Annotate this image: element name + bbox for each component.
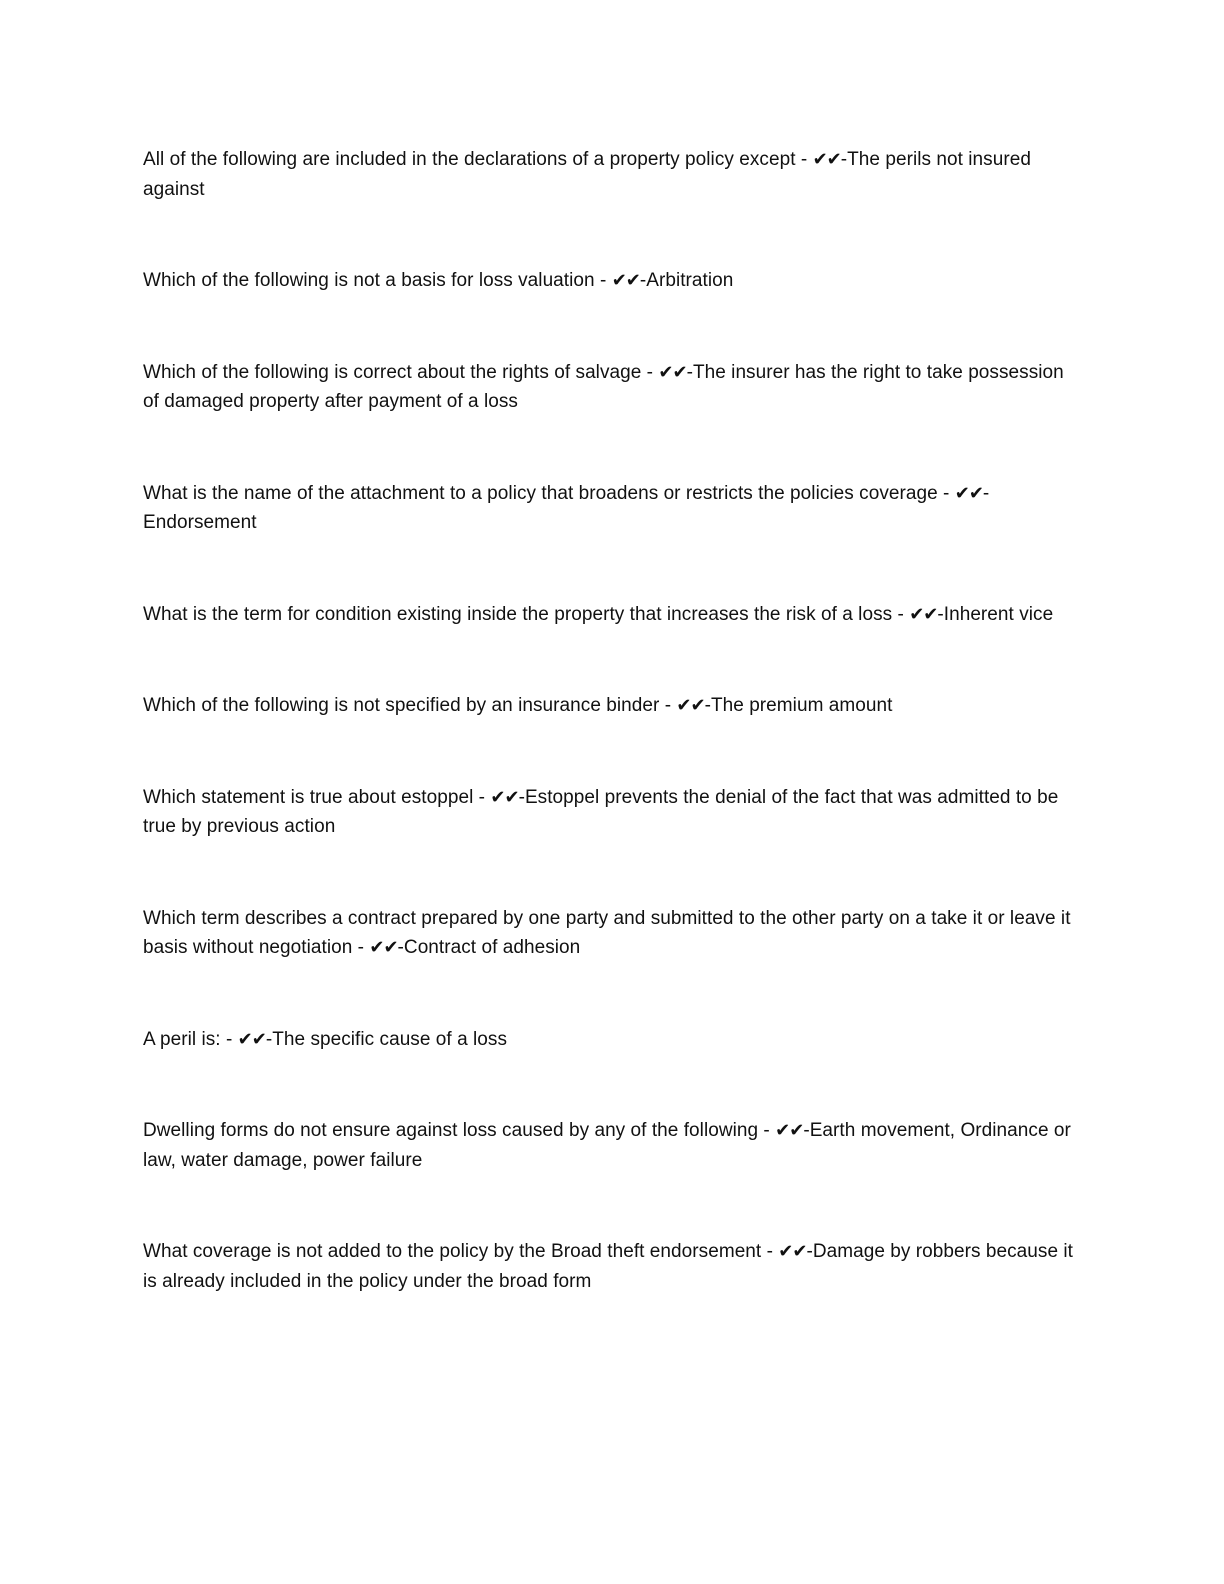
answer-text: -The specific cause of a loss [265,1028,508,1050]
answer-text: -Inherent vice [937,603,1054,625]
qa-item [143,266,1083,296]
qa-item [143,1116,1083,1175]
question-text: Which of the following is correct about the rights of salvage - [143,361,659,383]
answer-text: -Estoppel prevents the denial of the fact that was admitted to be true by previous action [143,786,1059,837]
double-check-icon: ✔✔ [490,786,519,808]
double-check-icon: ✔✔ [775,1120,804,1141]
double-check-icon: ✔✔ [658,361,687,383]
question-text: What is the name of the attachment to a policy that broadens or restricts the policies coverage - [143,482,955,504]
question-text: Which of the following is not specified by an insurance binder - [143,695,677,716]
answer-text: -The perils not insured against [143,149,1031,200]
answer-text: -Arbitration [639,270,734,291]
qa-item [143,479,1083,538]
double-check-icon: ✔✔ [954,482,983,504]
answer-text: -Endorsement [143,482,990,533]
answer-text: -Damage by robbers because it is already included in the policy under the broad form [143,1241,1073,1292]
double-check-icon: ✔✔ [812,149,841,170]
qa-list [143,145,1083,1296]
answer-text: -Contract of adhesion [397,937,581,958]
qa-item [143,1237,1083,1296]
double-check-icon: ✔✔ [909,603,938,625]
double-check-icon: ✔✔ [237,1028,266,1050]
question-text: Which term describes a contract prepared by one party and submitted to the other party on a take it or leave it basis without negotiation - [143,907,1071,958]
question-text: Which statement is true about estoppel - [143,786,491,808]
qa-item [143,904,1083,963]
qa-item [143,600,1083,630]
answer-text: -The premium amount [704,695,893,716]
question-text: What coverage is not added to the policy by the Broad theft endorsement - [143,1241,779,1262]
double-check-icon: ✔✔ [611,270,640,291]
answer-text: -Earth movement, Ordinance or law, water damage, power failure [143,1120,1071,1171]
question-text: Which of the following is not a basis for loss valuation - [143,270,612,291]
qa-item [143,358,1083,417]
question-text: A peril is: - [143,1028,238,1050]
answer-text: -The insurer has the right to take possession of damaged property after payment of a loss [143,361,1064,412]
question-text: Dwelling forms do not ensure against loss caused by any of the following - [143,1120,776,1141]
double-check-icon: ✔✔ [778,1241,807,1262]
question-text: All of the following are included in the declarations of a property policy except - [143,149,813,170]
qa-item [143,783,1083,842]
question-text: What is the term for condition existing inside the property that increases the risk of a loss - [143,603,910,625]
qa-item [143,145,1083,204]
double-check-icon: ✔✔ [369,937,398,958]
double-check-icon: ✔✔ [676,695,705,716]
qa-item [143,691,1083,721]
qa-item [143,1025,1083,1055]
